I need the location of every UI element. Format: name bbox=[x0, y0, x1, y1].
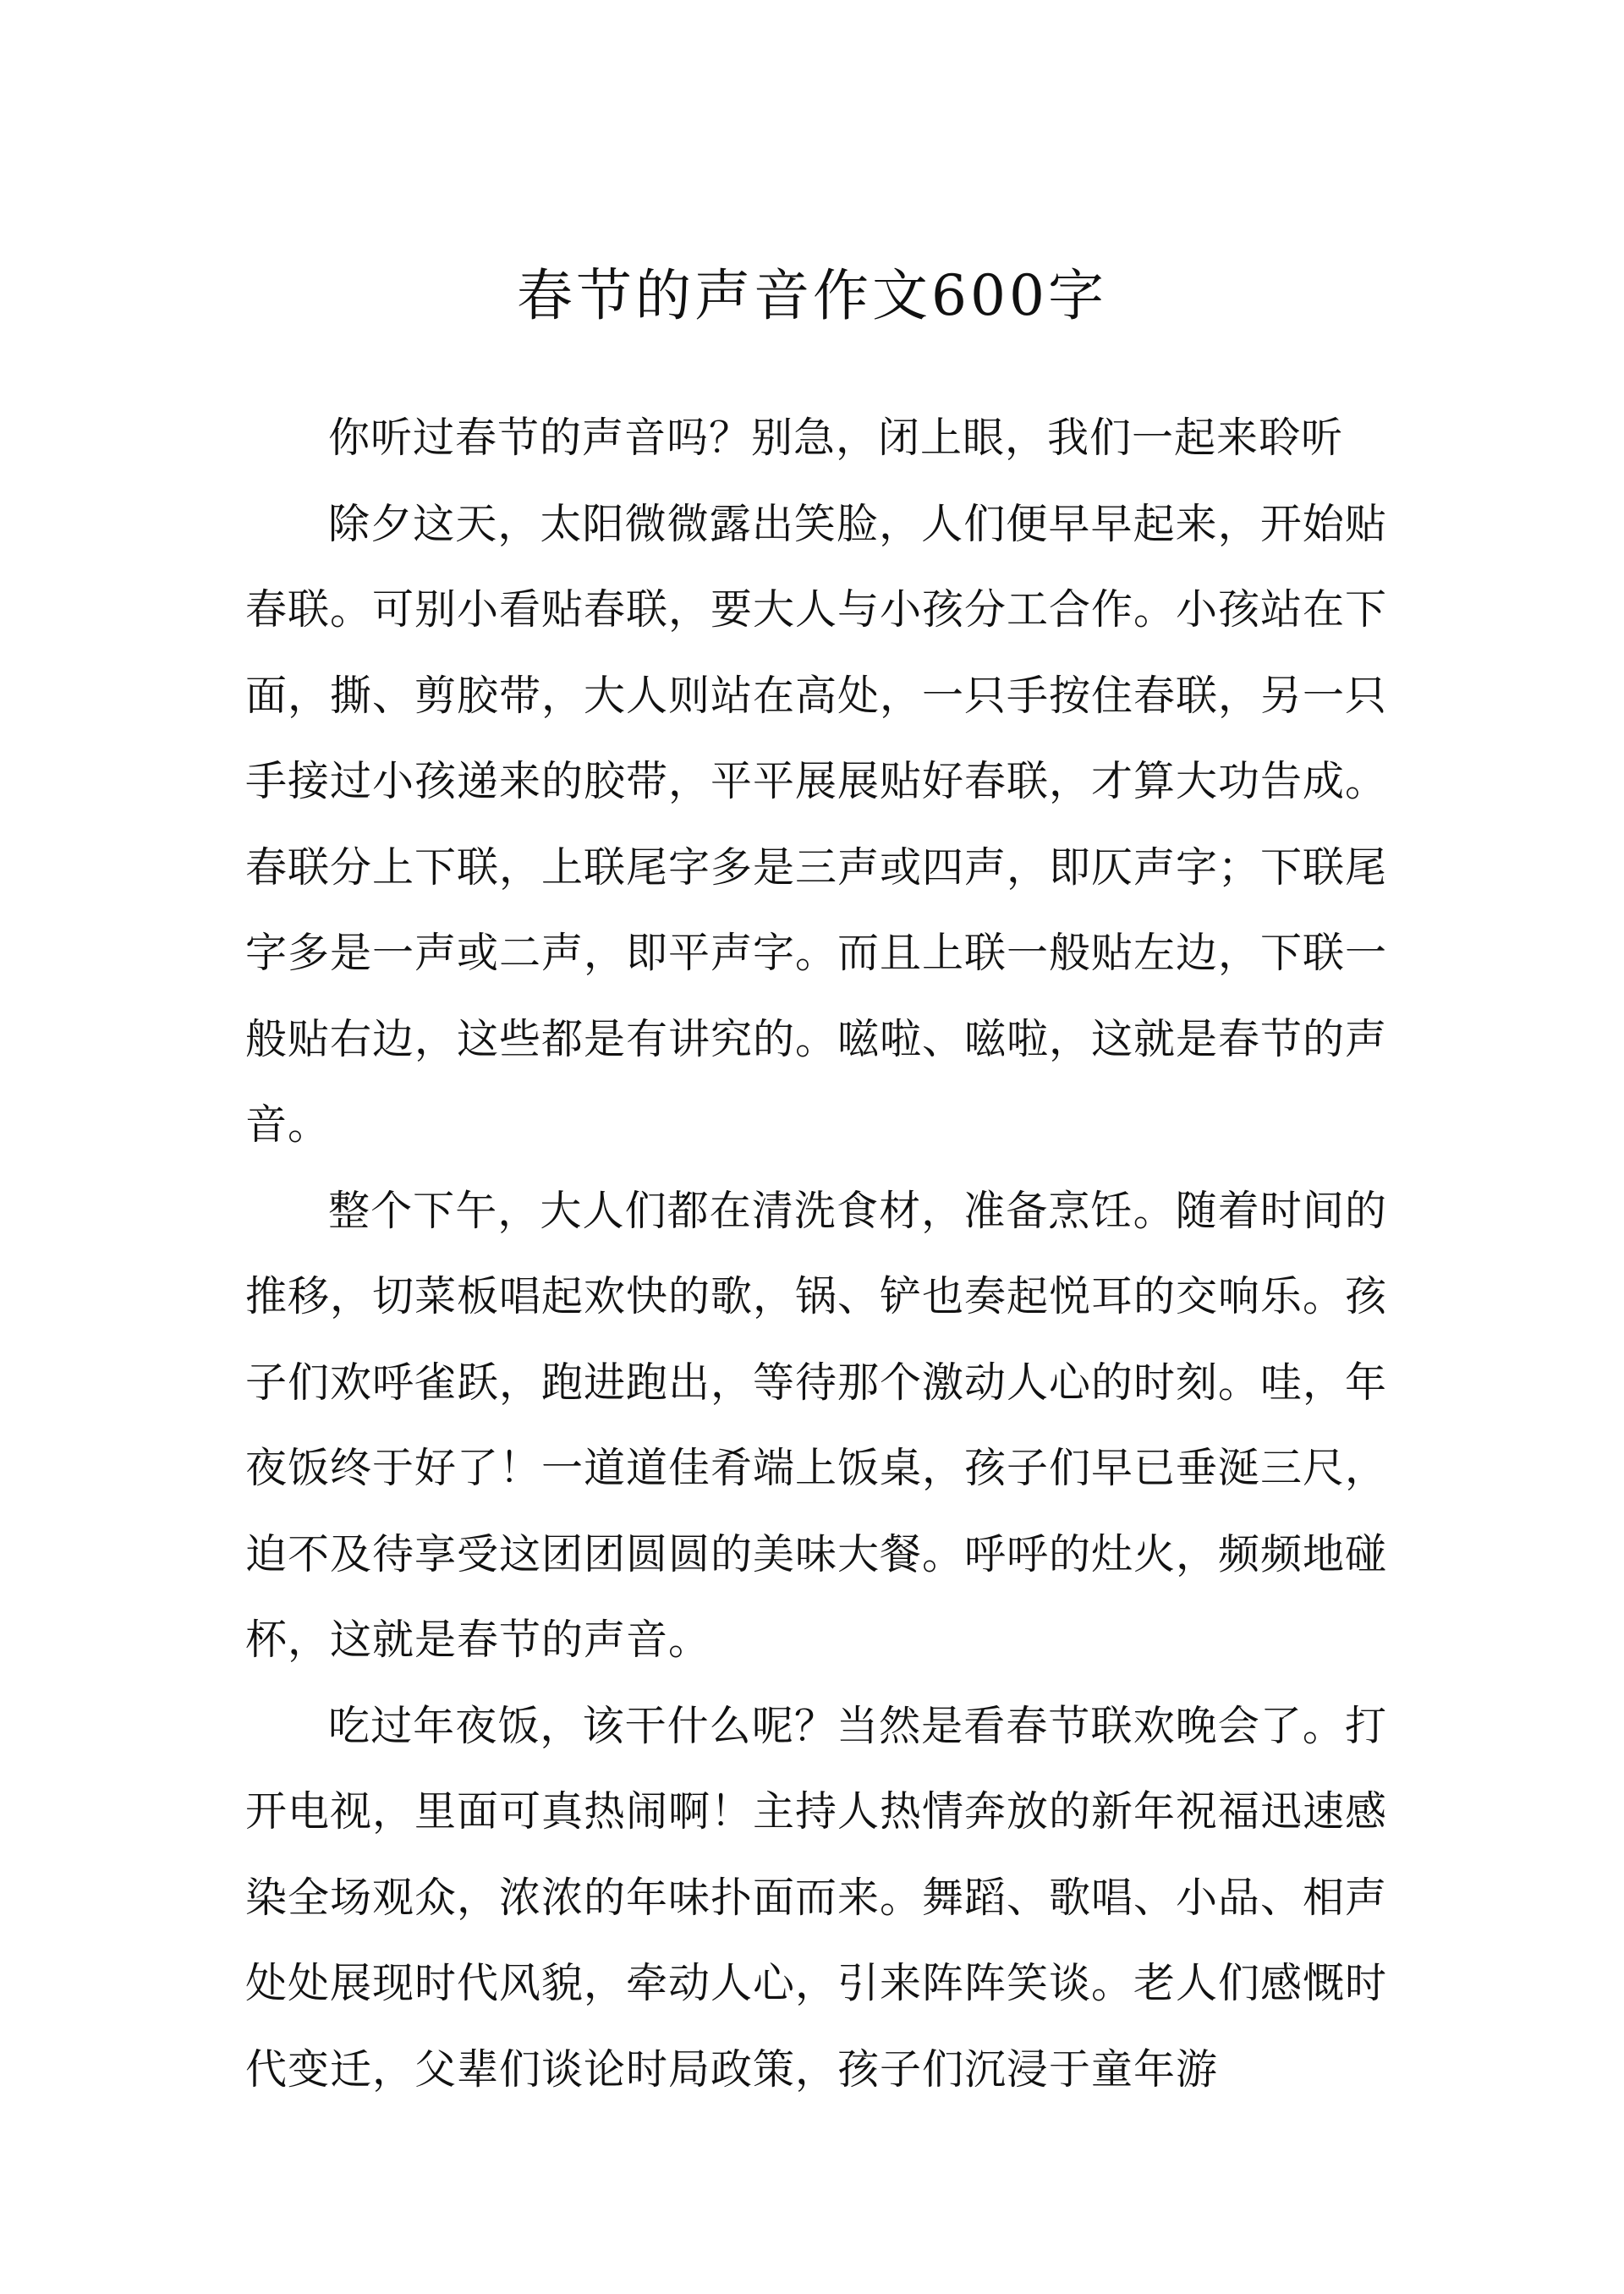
document-body bbox=[245, 395, 1387, 2112]
paragraph-new-year-dinner: 整个下午，大人们都在清洗食材，准备烹饪。随着时间的推移，切菜板唱起欢快的歌，锅、铲也奏起悦耳的交响乐。孩子们欢呼雀跃，跑进跑出，等待那个激动人心的时刻。哇，年夜饭终于好了！一道道佳肴端上饭桌，孩子们早已垂涎三尺，迫不及待享受这团团圆圆的美味大餐。呼呼的灶火，频频地碰杯，这就是春节的声音。 bbox=[245, 1186, 1388, 1664]
paragraph-intro: 你听过春节的声音吗？别急，闭上眼，我们一起来聆听 bbox=[328, 414, 1344, 462]
paragraph-spring-gala: 吃过年夜饭，该干什么呢？当然是看春节联欢晚会了。打开电视，里面可真热闹啊！主持人热情奔放的新年祝福迅速感染全场观众，浓浓的年味扑面而来。舞蹈、歌唱、小品、相声处处展现时代风貌，牵动人心，引来阵阵笑谈。老人们感慨时代变迁，父辈们谈论时局政策，孩子们沉浸于童年游 bbox=[245, 1701, 1388, 2094]
document-title: 春节的声音作文600字 bbox=[517, 263, 1107, 328]
paragraph-spring-couplets: 除夕这天，太阳微微露出笑脸，人们便早早起来，开始贴春联。可别小看贴春联，要大人与小孩分工合作。小孩站在下面，撕、剪胶带，大人则站在高处，一只手按住春联，另一只手接过小孩递来的胶带，平平展展贴好春联，才算大功告成。春联分上下联，上联尾字多是三声或四声，即仄声字；下联尾字多是一声或二声，即平声字。而且上联一般贴左边，下联一般贴右边，这些都是有讲究的。嗞啦、嗞啦，这就是春节的声音。 bbox=[245, 499, 1388, 1149]
